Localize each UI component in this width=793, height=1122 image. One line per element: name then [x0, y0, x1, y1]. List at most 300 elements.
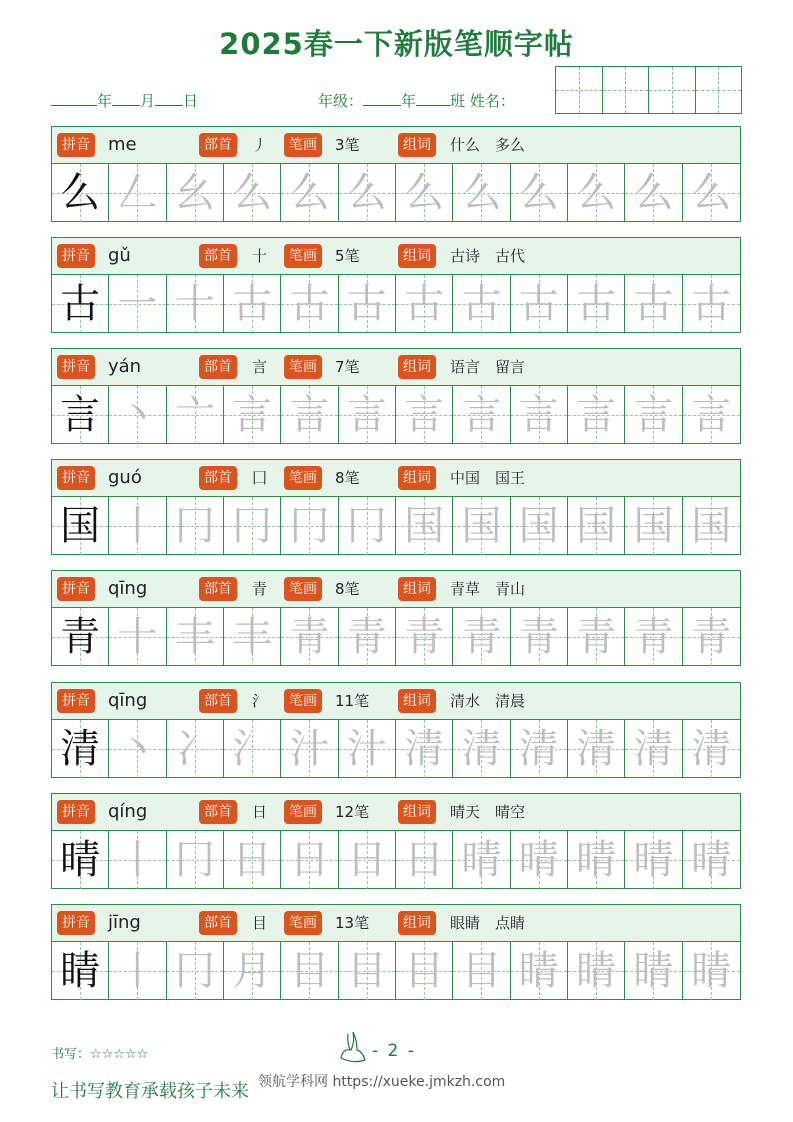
stroke-step-cell[interactable]: [224, 608, 281, 666]
stroke-step-cell[interactable]: [396, 275, 453, 333]
stroke-step-cell[interactable]: [683, 720, 740, 778]
year-label: 年: [97, 92, 113, 110]
stroke-step-cell[interactable]: [167, 497, 224, 555]
stroke-step-cell[interactable]: [109, 831, 166, 889]
radical-tag: 部首: [199, 355, 237, 379]
pinyin-value: guó: [108, 467, 142, 488]
strokes-tag: 笔画: [284, 244, 322, 268]
words-tag: 组词: [398, 355, 436, 379]
stroke-step-glyph: 古: [518, 281, 559, 327]
stroke-step-glyph: 日: [289, 837, 330, 883]
stroke-step-glyph: 么: [461, 170, 502, 216]
stroke-step-cell[interactable]: [339, 275, 396, 333]
stroke-step-cell[interactable]: [568, 608, 625, 666]
stroke-step-cell[interactable]: [511, 720, 568, 778]
stroke-step-glyph: 睛: [633, 948, 674, 994]
stroke-step-glyph: 古: [576, 281, 617, 327]
stroke-step-glyph: 清: [518, 726, 559, 772]
stroke-step-cell[interactable]: [683, 831, 740, 889]
stroke-step-glyph: 目: [461, 948, 502, 994]
stroke-step-cell[interactable]: [109, 720, 166, 778]
stroke-step-cell[interactable]: [281, 164, 338, 222]
stroke-step-cell[interactable]: [625, 275, 682, 333]
writing-grid: [52, 720, 740, 778]
stroke-step-cell[interactable]: [511, 497, 568, 555]
stroke-step-glyph: 青: [633, 614, 674, 660]
stroke-step-glyph: 国: [691, 503, 732, 549]
stroke-step-glyph: 清: [576, 726, 617, 772]
stroke-step-glyph: 晴: [461, 837, 502, 883]
model-cell: [52, 831, 109, 889]
strokes-value: 8笔: [335, 469, 360, 487]
stroke-step-glyph: 晴: [691, 837, 732, 883]
stroke-step-glyph: 青: [518, 614, 559, 660]
stroke-step-cell[interactable]: [683, 386, 740, 444]
class-label: 班: [450, 92, 466, 110]
stroke-step-glyph: 日: [232, 837, 273, 883]
stroke-step-glyph: 青: [289, 614, 330, 660]
stroke-step-cell[interactable]: [511, 275, 568, 333]
stroke-step-cell[interactable]: [281, 275, 338, 333]
stroke-step-glyph: 目: [346, 948, 387, 994]
stroke-step-glyph: 冂: [174, 503, 215, 549]
stroke-step-glyph: 晴: [633, 837, 674, 883]
stroke-step-cell[interactable]: [568, 942, 625, 1000]
strokes-value: 7笔: [335, 358, 360, 376]
stroke-step-glyph: 晴: [518, 837, 559, 883]
stroke-step-glyph: 古: [346, 281, 387, 327]
stroke-step-glyph: 么: [289, 170, 330, 216]
pinyin-value: yán: [108, 356, 142, 377]
stroke-step-cell[interactable]: [109, 386, 166, 444]
stroke-step-cell[interactable]: [339, 164, 396, 222]
stroke-step-glyph: 青: [461, 614, 502, 660]
words-tag: 组词: [398, 800, 436, 824]
stroke-step-glyph: 冫: [174, 726, 215, 772]
class-blank[interactable]: [416, 91, 450, 106]
pinyin-tag: 拼音: [57, 355, 95, 379]
stroke-step-glyph: 亠: [174, 392, 215, 438]
words-tag: 组词: [398, 244, 436, 268]
stroke-step-cell[interactable]: [625, 942, 682, 1000]
stroke-step-glyph: 十: [174, 281, 215, 327]
page-title: 2025春一下新版笔顺字帖: [219, 27, 574, 61]
stroke-step-glyph: 青: [404, 614, 445, 660]
char-info-bar: [52, 794, 740, 831]
stroke-step-glyph: 言: [518, 392, 559, 438]
name-grid[interactable]: [555, 66, 742, 114]
model-cell: [52, 275, 109, 333]
radical-tag: 部首: [199, 577, 237, 601]
stroke-step-glyph: 言: [461, 392, 502, 438]
stroke-step-glyph: 目: [404, 948, 445, 994]
stroke-step-glyph: 丨: [117, 948, 158, 994]
model-character: 么: [60, 170, 101, 216]
model-cell: [52, 720, 109, 778]
stroke-step-cell[interactable]: [339, 497, 396, 555]
stroke-step-cell[interactable]: [167, 275, 224, 333]
stroke-step-cell[interactable]: [167, 720, 224, 778]
pinyin-value: qíng: [108, 801, 148, 822]
stroke-step-cell[interactable]: [281, 720, 338, 778]
stroke-step-glyph: 国: [518, 503, 559, 549]
stroke-step-glyph: 青: [576, 614, 617, 660]
stroke-step-glyph: 丨: [117, 837, 158, 883]
strokes-value: 11笔: [335, 692, 370, 710]
stroke-step-glyph: 晴: [576, 837, 617, 883]
radical-value: 青: [252, 580, 268, 598]
writing-grid: [52, 608, 740, 666]
stroke-step-glyph: 氵: [232, 726, 273, 772]
stroke-step-glyph: 古: [691, 281, 732, 327]
stroke-step-glyph: 睛: [576, 948, 617, 994]
stroke-step-cell[interactable]: [109, 497, 166, 555]
grade-line: [318, 90, 515, 111]
slogan: 让书写教育承载孩子未来: [51, 1081, 249, 1102]
stroke-step-cell[interactable]: [453, 275, 510, 333]
words-tag: 组词: [398, 911, 436, 935]
stroke-step-cell[interactable]: [511, 164, 568, 222]
stroke-step-cell[interactable]: [568, 275, 625, 333]
stroke-step-cell[interactable]: [224, 942, 281, 1000]
stroke-step-cell[interactable]: [224, 831, 281, 889]
stroke-step-cell[interactable]: [339, 831, 396, 889]
stroke-step-glyph: 么: [404, 170, 445, 216]
stroke-step-glyph: 国: [576, 503, 617, 549]
stroke-step-glyph: 么: [518, 170, 559, 216]
stroke-step-glyph: 清: [461, 726, 502, 772]
strokes-tag: 笔画: [284, 577, 322, 601]
stroke-step-cell[interactable]: [625, 720, 682, 778]
radical-tag: 部首: [199, 466, 237, 490]
pinyin-tag: 拼音: [57, 133, 95, 157]
strokes-tag: 笔画: [284, 689, 322, 713]
stroke-step-cell[interactable]: [511, 831, 568, 889]
stroke-step-cell[interactable]: [281, 608, 338, 666]
strokes-value: 13笔: [335, 914, 370, 932]
stroke-step-glyph: 丰: [232, 614, 273, 660]
stroke-step-glyph: 古: [404, 281, 445, 327]
stroke-step-glyph: 冂: [289, 503, 330, 549]
stroke-step-glyph: 言: [576, 392, 617, 438]
stroke-step-cell[interactable]: [683, 164, 740, 222]
month-blank[interactable]: [112, 91, 140, 106]
stroke-step-cell[interactable]: [281, 831, 338, 889]
stroke-step-glyph: 𠃋: [117, 170, 158, 216]
char-block: [51, 793, 741, 889]
stroke-step-glyph: 青: [346, 614, 387, 660]
stroke-step-glyph: 言: [232, 392, 273, 438]
strokes-tag: 笔画: [284, 800, 322, 824]
stroke-step-cell[interactable]: [396, 497, 453, 555]
radical-value: 囗: [252, 469, 268, 487]
stroke-step-cell[interactable]: [109, 164, 166, 222]
rabbit-icon: [333, 1028, 373, 1068]
stroke-step-glyph: 国: [633, 503, 674, 549]
words-value: 什么 多么: [450, 136, 526, 154]
month-label: 月: [140, 92, 156, 110]
year-blank[interactable]: [51, 91, 97, 106]
stroke-step-cell[interactable]: [109, 942, 166, 1000]
stroke-step-cell[interactable]: [281, 942, 338, 1000]
stroke-step-glyph: 么: [346, 170, 387, 216]
day-blank[interactable]: [155, 91, 183, 106]
char-info-bar: [52, 683, 740, 720]
stroke-step-glyph: 目: [289, 948, 330, 994]
grade-label: 年级：: [318, 92, 364, 110]
strokes-value: 12笔: [335, 803, 370, 821]
char-info-bar: [52, 460, 740, 497]
words-tag: 组词: [398, 577, 436, 601]
stroke-step-cell[interactable]: [568, 831, 625, 889]
strokes-tag: 笔画: [284, 355, 322, 379]
stroke-step-cell[interactable]: [281, 497, 338, 555]
stroke-step-glyph: 睛: [518, 948, 559, 994]
stroke-step-cell[interactable]: [453, 942, 510, 1000]
stroke-step-glyph: 冂: [232, 503, 273, 549]
stroke-step-glyph: 么: [691, 170, 732, 216]
pinyin-tag: 拼音: [57, 689, 95, 713]
stroke-step-glyph: 古: [289, 281, 330, 327]
stroke-step-glyph: 清: [691, 726, 732, 772]
char-info-bar: [52, 571, 740, 608]
stroke-step-cell[interactable]: [167, 164, 224, 222]
model-character: 古: [60, 281, 101, 327]
stroke-step-glyph: 古: [461, 281, 502, 327]
char-info-bar: [52, 905, 740, 942]
radical-tag: 部首: [199, 244, 237, 268]
stroke-step-glyph: 么: [576, 170, 617, 216]
strokes-value: 5笔: [335, 247, 360, 265]
stroke-step-glyph: 言: [289, 392, 330, 438]
radical-tag: 部首: [199, 800, 237, 824]
stroke-step-glyph: 言: [691, 392, 732, 438]
stroke-step-cell[interactable]: [453, 164, 510, 222]
stroke-step-cell[interactable]: [511, 386, 568, 444]
stroke-step-glyph: 言: [633, 392, 674, 438]
stroke-step-glyph: 清: [404, 726, 445, 772]
words-value: 古诗 古代: [450, 247, 526, 265]
stroke-step-cell[interactable]: [396, 720, 453, 778]
model-character: 国: [60, 503, 101, 549]
stroke-step-cell[interactable]: [224, 720, 281, 778]
model-cell: [52, 942, 109, 1000]
writing-grid: [52, 831, 740, 889]
stroke-step-cell[interactable]: [167, 942, 224, 1000]
radical-tag: 部首: [199, 911, 237, 935]
radical-value: 氵: [252, 692, 268, 710]
stroke-step-cell[interactable]: [453, 831, 510, 889]
stroke-step-cell[interactable]: [339, 386, 396, 444]
stroke-step-cell[interactable]: [339, 720, 396, 778]
words-tag: 组词: [398, 133, 436, 157]
stroke-step-glyph: 汁: [289, 726, 330, 772]
stroke-step-cell[interactable]: [568, 497, 625, 555]
stroke-step-cell[interactable]: [224, 164, 281, 222]
date-line: [51, 90, 198, 111]
stroke-step-glyph: 日: [404, 837, 445, 883]
writing-rating: 书写：☆☆☆☆☆: [51, 1047, 149, 1062]
writing-grid: [52, 164, 740, 222]
stroke-step-cell[interactable]: [396, 831, 453, 889]
radical-tag: 部首: [199, 689, 237, 713]
model-cell: [52, 497, 109, 555]
stroke-step-glyph: 青: [691, 614, 732, 660]
stroke-step-cell[interactable]: [396, 942, 453, 1000]
writing-grid: [52, 386, 740, 444]
words-value: 眼睛 点睛: [450, 914, 526, 932]
stroke-step-cell[interactable]: [625, 497, 682, 555]
words-value: 中国 国王: [450, 469, 526, 487]
name-label: 姓名：: [469, 92, 515, 110]
stroke-step-cell[interactable]: [511, 608, 568, 666]
radical-value: 目: [252, 914, 268, 932]
stroke-step-glyph: 国: [404, 503, 445, 549]
radical-tag: 部首: [199, 133, 237, 157]
strokes-tag: 笔画: [284, 466, 322, 490]
stroke-step-cell[interactable]: [511, 942, 568, 1000]
stroke-step-glyph: 一: [117, 281, 158, 327]
stroke-step-cell[interactable]: [339, 942, 396, 1000]
radical-value: 十: [252, 247, 268, 265]
stroke-step-cell[interactable]: [109, 275, 166, 333]
radical-value: 日: [252, 803, 268, 821]
char-block: [51, 459, 741, 555]
stroke-step-cell[interactable]: [625, 386, 682, 444]
stroke-step-cell[interactable]: [167, 831, 224, 889]
stroke-step-glyph: 汁: [346, 726, 387, 772]
grade-year-label: 年: [401, 92, 417, 110]
words-value: 晴天 晴空: [450, 803, 526, 821]
char-info-bar: [52, 349, 740, 386]
page-number: - 2 -: [372, 1041, 416, 1061]
stroke-step-glyph: 丶: [117, 726, 158, 772]
stroke-step-glyph: 丨: [117, 503, 158, 549]
model-cell: [52, 386, 109, 444]
stroke-step-cell[interactable]: [683, 608, 740, 666]
writing-grid: [52, 497, 740, 555]
stroke-step-cell[interactable]: [167, 386, 224, 444]
stroke-step-glyph: 言: [346, 392, 387, 438]
stroke-step-glyph: 国: [461, 503, 502, 549]
char-block: [51, 570, 741, 666]
stroke-step-glyph: 日: [346, 837, 387, 883]
char-block: [51, 126, 741, 222]
stroke-step-cell[interactable]: [568, 720, 625, 778]
char-info-bar: [52, 238, 740, 275]
char-block: [51, 348, 741, 444]
words-value: 语言 留言: [450, 358, 526, 376]
stroke-step-cell[interactable]: [453, 608, 510, 666]
strokes-tag: 笔画: [284, 133, 322, 157]
model-character: 清: [60, 726, 101, 772]
stroke-step-cell[interactable]: [224, 275, 281, 333]
stroke-step-cell[interactable]: [453, 720, 510, 778]
writing-grid: [52, 275, 740, 333]
stroke-step-cell[interactable]: [281, 386, 338, 444]
stroke-step-cell[interactable]: [568, 386, 625, 444]
stroke-step-glyph: 十: [117, 614, 158, 660]
words-tag: 组词: [398, 466, 436, 490]
stroke-step-cell[interactable]: [396, 386, 453, 444]
words-value: 清水 清晨: [450, 692, 526, 710]
stroke-step-glyph: 幺: [174, 170, 215, 216]
model-character: 言: [60, 392, 101, 438]
stroke-step-glyph: 冂: [346, 503, 387, 549]
stroke-step-glyph: 丶: [117, 392, 158, 438]
pinyin-value: me: [108, 134, 137, 155]
day-label: 日: [183, 92, 199, 110]
strokes-value: 8笔: [335, 580, 360, 598]
pinyin-value: qīng: [108, 690, 148, 711]
stroke-step-cell[interactable]: [568, 164, 625, 222]
strokes-tag: 笔画: [284, 911, 322, 935]
stroke-step-cell[interactable]: [625, 608, 682, 666]
stroke-step-cell[interactable]: [224, 386, 281, 444]
stroke-step-glyph: 冂: [174, 948, 215, 994]
stroke-step-cell[interactable]: [625, 831, 682, 889]
stroke-step-cell[interactable]: [683, 497, 740, 555]
char-block: [51, 237, 741, 333]
char-block: [51, 682, 741, 778]
radical-value: 丿: [252, 136, 268, 154]
stroke-step-glyph: 么: [232, 170, 273, 216]
pinyin-tag: 拼音: [57, 577, 95, 601]
stroke-step-glyph: 月: [232, 948, 273, 994]
source-watermark: 领航学科网 https://xueke.jmkzh.com: [258, 1074, 506, 1090]
model-character: 睛: [60, 948, 101, 994]
model-character: 青: [60, 614, 101, 660]
char-info-bar: [52, 127, 740, 164]
words-tag: 组词: [398, 689, 436, 713]
pinyin-tag: 拼音: [57, 244, 95, 268]
stroke-step-cell[interactable]: [683, 275, 740, 333]
pinyin-tag: 拼音: [57, 911, 95, 935]
writing-grid: [52, 942, 740, 1000]
char-block: [51, 904, 741, 1000]
stroke-step-cell[interactable]: [109, 608, 166, 666]
stroke-step-cell[interactable]: [453, 386, 510, 444]
stroke-step-cell[interactable]: [167, 608, 224, 666]
model-character: 晴: [60, 837, 101, 883]
stroke-step-cell[interactable]: [339, 608, 396, 666]
stroke-step-cell[interactable]: [453, 497, 510, 555]
stroke-step-cell[interactable]: [396, 164, 453, 222]
strokes-value: 3笔: [335, 136, 360, 154]
words-value: 青草 青山: [450, 580, 526, 598]
stroke-step-cell[interactable]: [683, 942, 740, 1000]
stroke-step-glyph: 丰: [174, 614, 215, 660]
stroke-step-glyph: 冂: [174, 837, 215, 883]
model-cell: [52, 164, 109, 222]
grade-blank[interactable]: [363, 91, 401, 106]
stroke-step-cell[interactable]: [396, 608, 453, 666]
stroke-step-cell[interactable]: [224, 497, 281, 555]
radical-value: 言: [252, 358, 268, 376]
stroke-step-cell[interactable]: [625, 164, 682, 222]
stroke-step-glyph: 么: [633, 170, 674, 216]
pinyin-tag: 拼音: [57, 800, 95, 824]
model-cell: [52, 608, 109, 666]
stroke-step-glyph: 清: [633, 726, 674, 772]
stroke-step-glyph: 古: [232, 281, 273, 327]
stroke-step-glyph: 睛: [691, 948, 732, 994]
pinyin-value: jīng: [108, 912, 141, 933]
stroke-step-glyph: 言: [404, 392, 445, 438]
pinyin-value: qīng: [108, 578, 148, 599]
stroke-step-glyph: 古: [633, 281, 674, 327]
pinyin-value: gǔ: [108, 245, 131, 266]
